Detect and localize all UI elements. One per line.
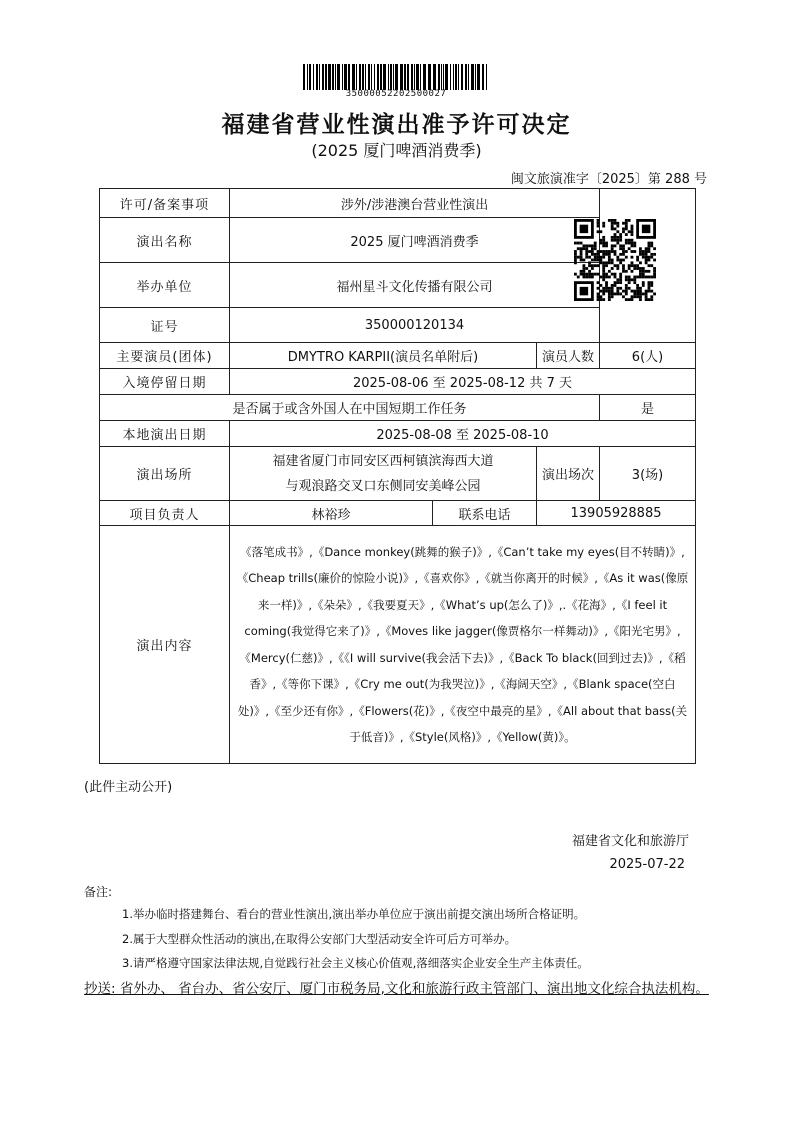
phone-value: 13905928885 <box>537 501 696 526</box>
organizer-label: 举办单位 <box>100 263 230 308</box>
local-dates-label: 本地演出日期 <box>100 421 230 447</box>
document-number: 闽文旅演准字〔2025〕第 288 号 <box>510 172 707 187</box>
stay-dates-value: 2025-08-06 至 2025-08-12 共 7 天 <box>230 369 696 395</box>
venue-line-2: 与观浪路交叉口东侧同安美峰公园 <box>285 478 481 494</box>
performer-count-value: 6(人) <box>600 343 696 369</box>
document-subtitle: (2025 厦门啤酒消费季) <box>311 141 482 160</box>
main-performer-label: 主要演员(团体) <box>100 343 230 369</box>
manager-value: 林裕珍 <box>230 501 433 526</box>
permit-type-value: 涉外/涉港澳台营业性演出 <box>230 189 600 218</box>
notes-heading: 备注: <box>84 885 113 899</box>
main-performer-value: DMYTRO KARPII(演员名单附后) <box>230 343 537 369</box>
venue-line-1: 福建省厦门市同安区西柯镇滨海西大道 <box>272 453 494 469</box>
qr-code <box>574 219 656 301</box>
barcode <box>303 64 489 90</box>
note-item: 2.属于大型群众性活动的演出,在取得公安部门大型活动安全许可后方可举办。 <box>122 932 517 946</box>
show-name-label: 演出名称 <box>100 218 230 263</box>
note-item: 3.请严格遵守国家法律法规,自觉践行社会主义核心价值观,落细落实企业安全生产主体责任。 <box>122 956 589 970</box>
organizer-value: 福州星斗文化传播有限公司 <box>230 263 600 308</box>
venue-value <box>230 447 537 501</box>
license-label: 证号 <box>100 308 230 343</box>
content-value: 《落笔成书》,《Dance monkey(跳舞的猴子)》,《Can’t take my eyes(目不转睛)》,《Cheap trills(廉价的惊险小说)》,《喜欢你》,《就当你离开的时候》,《As it was(像原来一样)》,《朵朵》,《我要夏天》,《What’s up(怎么了)》,.《花海》,《I feel it coming(我觉得它来了)》,《Moves like jagger(像贾格尔一样舞动)》,《阳光宅男》,《Mercy(仁慈)》,《《I will survive(我会活下去)》,《Back To black(回到过去)》,《稻香》,《等你下课》,《Cry me out(为我哭泣)》,《海阔天空》,《Blank space(空白处)》,《至少还有你》,《Flowers(花)》,《夜空中最亮的星》,《All about that bass(关于低音)》,《Style(风格)》,《Yellow(黄)》。 <box>230 526 696 764</box>
barcode-number: 35000052202500027 <box>345 89 447 99</box>
note-item: 1.举办临时搭建舞台、看台的营业性演出,演出举办单位应于演出前提交演出场所合格证明。 <box>122 907 586 921</box>
permit-type-label: 许可/备案事项 <box>100 189 230 218</box>
show-name-value: 2025 厦门啤酒消费季 <box>230 218 600 263</box>
session-count-label: 演出场次 <box>537 447 600 501</box>
venue-label: 演出场所 <box>100 447 230 501</box>
cc-recipients: 抄送: 省外办、 省台办、省公安厅、厦门市税务局,文化和旅游行政主管部门、演出地文化综合执法机构。 <box>84 981 709 997</box>
local-dates-value: 2025-08-08 至 2025-08-10 <box>230 421 696 447</box>
stay-dates-label: 入境停留日期 <box>100 369 230 395</box>
work-answer: 是 <box>600 395 696 421</box>
issue-date: 2025-07-22 <box>609 857 685 872</box>
work-question: 是否属于或含外国人在中国短期工作任务 <box>100 395 600 421</box>
phone-label: 联系电话 <box>433 501 537 526</box>
document-title: 福建省营业性演出准予许可决定 <box>221 111 572 138</box>
license-value: 350000120134 <box>230 308 600 343</box>
content-label: 演出内容 <box>100 526 230 764</box>
issuing-authority: 福建省文化和旅游厅 <box>571 834 689 849</box>
performer-count-label: 演员人数 <box>537 343 600 369</box>
session-count-value: 3(场) <box>600 447 696 501</box>
public-disclosure-note: (此件主动公开) <box>84 780 173 795</box>
manager-label: 项目负责人 <box>100 501 230 526</box>
